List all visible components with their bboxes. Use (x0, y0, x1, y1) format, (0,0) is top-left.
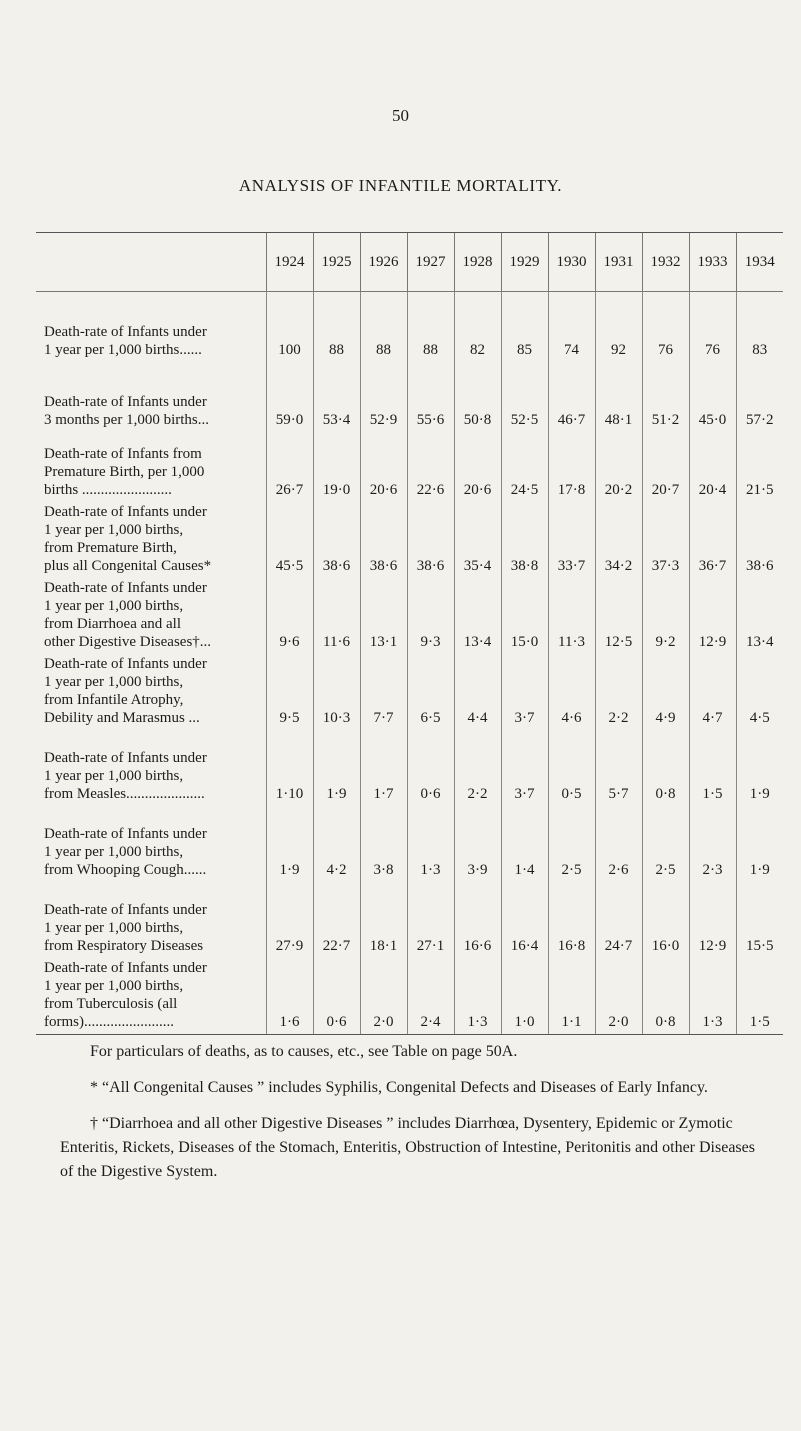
row-label (36, 502, 266, 578)
rate-cell: 1·3 (454, 958, 501, 1034)
rate-cell: 88 (313, 292, 360, 362)
table-row (36, 730, 783, 806)
rate-cell: 1·0 (501, 958, 548, 1034)
rate-cell: 27·1 (407, 882, 454, 958)
rate-cell: 76 (689, 292, 736, 362)
row-label (36, 958, 266, 1034)
rate-cell: 48·1 (595, 362, 642, 432)
rate-cell: 0·6 (313, 958, 360, 1034)
row-label-line: Death-rate of Infants under (44, 749, 207, 766)
rate-cell: 38·6 (313, 502, 360, 578)
year-header: 1924 (266, 233, 313, 292)
table-row (36, 292, 783, 362)
row-label-line: 1 year per 1,000 births, (44, 673, 184, 690)
rate-cell: 1·7 (360, 730, 407, 806)
rate-cell: 35·4 (454, 502, 501, 578)
rate-cell: 13·1 (360, 578, 407, 654)
year-header-row (36, 233, 783, 292)
rate-cell: 52·9 (360, 362, 407, 432)
rate-cell: 37·3 (642, 502, 689, 578)
rate-cell: 2·5 (548, 806, 595, 882)
row-label-line: Premature Birth, per 1,000 (44, 463, 205, 480)
year-header: 1931 (595, 233, 642, 292)
row-label-line: Death-rate of Infants under (44, 655, 207, 672)
rate-cell: 18·1 (360, 882, 407, 958)
rate-cell: 3·7 (501, 654, 548, 730)
row-label-line: 1 year per 1,000 births, (44, 843, 184, 860)
rate-cell: 1·10 (266, 730, 313, 806)
rate-cell: 9·6 (266, 578, 313, 654)
row-label-line: Debility and Marasmus ... (44, 709, 200, 726)
rate-cell: 12·9 (689, 578, 736, 654)
row-label-line: Death-rate of Infants from (44, 445, 202, 462)
rate-cell: 36·7 (689, 502, 736, 578)
rate-cell: 13·4 (454, 578, 501, 654)
year-header: 1930 (548, 233, 595, 292)
row-label-line: forms)........................ (44, 1013, 174, 1030)
label-header (36, 233, 266, 292)
table-row (36, 806, 783, 882)
rate-cell: 1·9 (313, 730, 360, 806)
rate-cell: 57·2 (736, 362, 783, 432)
row-label-line: Death-rate of Infants under (44, 393, 207, 410)
rate-cell: 83 (736, 292, 783, 362)
rate-cell: 4·7 (689, 654, 736, 730)
footnotes (60, 1040, 760, 1196)
rate-cell: 22·7 (313, 882, 360, 958)
row-label-line: from Tuberculosis (all (44, 995, 178, 1012)
page-title: ANALYSIS OF INFANTILE MORTALITY. (238, 176, 563, 195)
rate-cell: 3·9 (454, 806, 501, 882)
rate-cell: 4·2 (313, 806, 360, 882)
rate-cell: 85 (501, 292, 548, 362)
page-number: 50 (392, 106, 409, 125)
year-header: 1927 (407, 233, 454, 292)
rate-cell: 20·7 (642, 432, 689, 502)
rate-cell: 12·9 (689, 882, 736, 958)
rate-cell: 38·8 (501, 502, 548, 578)
rate-cell: 88 (360, 292, 407, 362)
row-label-line: from Measles..................... (44, 785, 205, 802)
rate-cell: 1·9 (266, 806, 313, 882)
rate-cell: 1·9 (736, 806, 783, 882)
rate-cell: 16·8 (548, 882, 595, 958)
rate-cell: 2·2 (595, 654, 642, 730)
row-label (36, 292, 266, 362)
row-label-line: Death-rate of Infants under (44, 901, 207, 918)
year-header: 1926 (360, 233, 407, 292)
row-label-line: from Whooping Cough...... (44, 861, 207, 878)
table-row (36, 958, 783, 1034)
rate-cell: 1·5 (689, 730, 736, 806)
rate-cell: 27·9 (266, 882, 313, 958)
table-row (36, 502, 783, 578)
rate-cell: 20·6 (360, 432, 407, 502)
row-label-line: from Diarrhoea and all (44, 615, 182, 632)
mortality-table-container (36, 232, 783, 1035)
rate-cell: 38·6 (360, 502, 407, 578)
rate-cell: 9·2 (642, 578, 689, 654)
year-header: 1933 (689, 233, 736, 292)
table-row (36, 654, 783, 730)
rate-cell: 13·4 (736, 578, 783, 654)
rate-cell: 1·1 (548, 958, 595, 1034)
table-row (36, 578, 783, 654)
rate-cell: 20·2 (595, 432, 642, 502)
rate-cell: 100 (266, 292, 313, 362)
year-header: 1929 (501, 233, 548, 292)
rate-cell: 17·8 (548, 432, 595, 502)
row-label-line: 3 months per 1,000 births... (44, 411, 209, 428)
rate-cell: 0·6 (407, 730, 454, 806)
rate-cell: 9·3 (407, 578, 454, 654)
year-header: 1925 (313, 233, 360, 292)
rate-cell: 6·5 (407, 654, 454, 730)
rate-cell: 4·5 (736, 654, 783, 730)
rate-cell: 53·4 (313, 362, 360, 432)
rate-cell: 22·6 (407, 432, 454, 502)
reference-note: For particulars of deaths, as to causes, etc., see Table on page 50A. (90, 1043, 518, 1060)
rate-cell: 74 (548, 292, 595, 362)
row-label (36, 882, 266, 958)
rate-cell: 0·8 (642, 958, 689, 1034)
table-row (36, 432, 783, 502)
rate-cell: 26·7 (266, 432, 313, 502)
rate-cell: 1·6 (266, 958, 313, 1034)
rate-cell: 1·3 (407, 806, 454, 882)
rate-cell: 9·5 (266, 654, 313, 730)
rate-cell: 1·5 (736, 958, 783, 1034)
row-label (36, 578, 266, 654)
rate-cell: 12·5 (595, 578, 642, 654)
row-label-line: 1 year per 1,000 births, (44, 521, 184, 538)
rate-cell: 20·4 (689, 432, 736, 502)
rate-cell: 7·7 (360, 654, 407, 730)
rate-cell: 0·5 (548, 730, 595, 806)
rate-cell: 4·6 (548, 654, 595, 730)
row-label (36, 730, 266, 806)
row-label-line: Death-rate of Infants under (44, 503, 207, 520)
footnote-congenital: * “All Congenital Causes ” includes Syphilis, Congenital Defects and Diseases of Early Infancy. (90, 1079, 708, 1096)
rate-cell: 20·6 (454, 432, 501, 502)
rate-cell: 50·8 (454, 362, 501, 432)
row-label-line: 1 year per 1,000 births, (44, 919, 184, 936)
row-label-line: plus all Congenital Causes* (44, 557, 212, 574)
rate-cell: 15·5 (736, 882, 783, 958)
year-header: 1934 (736, 233, 783, 292)
rate-cell: 5·7 (595, 730, 642, 806)
rate-cell: 46·7 (548, 362, 595, 432)
rate-cell: 88 (407, 292, 454, 362)
rate-cell: 16·0 (642, 882, 689, 958)
rate-cell: 38·6 (407, 502, 454, 578)
row-label (36, 432, 266, 502)
rate-cell: 33·7 (548, 502, 595, 578)
rate-cell: 2·0 (595, 958, 642, 1034)
rate-cell: 3·8 (360, 806, 407, 882)
rate-cell: 45·5 (266, 502, 313, 578)
row-label-line: from Infantile Atrophy, (44, 691, 184, 708)
rate-cell: 24·7 (595, 882, 642, 958)
rate-cell: 11·3 (548, 578, 595, 654)
row-label-line: 1 year per 1,000 births...... (44, 341, 202, 358)
row-label-line: other Digestive Diseases†... (44, 633, 212, 650)
row-label-line: births ........................ (44, 481, 172, 498)
rate-cell: 55·6 (407, 362, 454, 432)
table-body (36, 292, 783, 1034)
rate-cell: 21·5 (736, 432, 783, 502)
year-header: 1928 (454, 233, 501, 292)
rate-cell: 3·7 (501, 730, 548, 806)
rate-cell: 15·0 (501, 578, 548, 654)
rate-cell: 11·6 (313, 578, 360, 654)
footnote-digestive: † “Diarrhoea and all other Digestive Diseases ” includes Diarrhœa, Dysentery, Epidemic or Zymotic Enteritis, Rickets, Diseases of the Stomach, Enteritis, Obstruction of Intestine, Peritonitis and other Diseases of the Digestive System. (60, 1115, 755, 1180)
rate-cell: 4·9 (642, 654, 689, 730)
rate-cell: 2·6 (595, 806, 642, 882)
row-label-line: from Respiratory Diseases (44, 937, 204, 954)
rate-cell: 1·9 (736, 730, 783, 806)
rate-cell: 59·0 (266, 362, 313, 432)
table-row (36, 882, 783, 958)
rate-cell: 24·5 (501, 432, 548, 502)
rate-cell: 1·3 (689, 958, 736, 1034)
row-label-line: Death-rate of Infants under (44, 825, 207, 842)
rate-cell: 82 (454, 292, 501, 362)
rate-cell: 2·0 (360, 958, 407, 1034)
row-label-line: 1 year per 1,000 births, (44, 977, 184, 994)
rate-cell: 51·2 (642, 362, 689, 432)
row-label-line: 1 year per 1,000 births, (44, 597, 184, 614)
rate-cell: 1·4 (501, 806, 548, 882)
rate-cell: 2·4 (407, 958, 454, 1034)
rate-cell: 2·5 (642, 806, 689, 882)
row-label-line: 1 year per 1,000 births, (44, 767, 184, 784)
rate-cell: 52·5 (501, 362, 548, 432)
rate-cell: 16·4 (501, 882, 548, 958)
row-label-line: Death-rate of Infants under (44, 323, 207, 340)
rate-cell: 38·6 (736, 502, 783, 578)
rate-cell: 76 (642, 292, 689, 362)
row-label-line: Death-rate of Infants under (44, 579, 207, 596)
rate-cell: 92 (595, 292, 642, 362)
rate-cell: 0·8 (642, 730, 689, 806)
rate-cell: 16·6 (454, 882, 501, 958)
year-header: 1932 (642, 233, 689, 292)
rate-cell: 45·0 (689, 362, 736, 432)
table-row (36, 362, 783, 432)
rate-cell: 2·3 (689, 806, 736, 882)
row-label (36, 654, 266, 730)
row-label (36, 362, 266, 432)
rate-cell: 2·2 (454, 730, 501, 806)
row-label-line: from Premature Birth, (44, 539, 177, 556)
rate-cell: 19·0 (313, 432, 360, 502)
mortality-table (36, 233, 783, 1034)
row-label-line: Death-rate of Infants under (44, 959, 207, 976)
rate-cell: 10·3 (313, 654, 360, 730)
row-label (36, 806, 266, 882)
rate-cell: 4·4 (454, 654, 501, 730)
rate-cell: 34·2 (595, 502, 642, 578)
